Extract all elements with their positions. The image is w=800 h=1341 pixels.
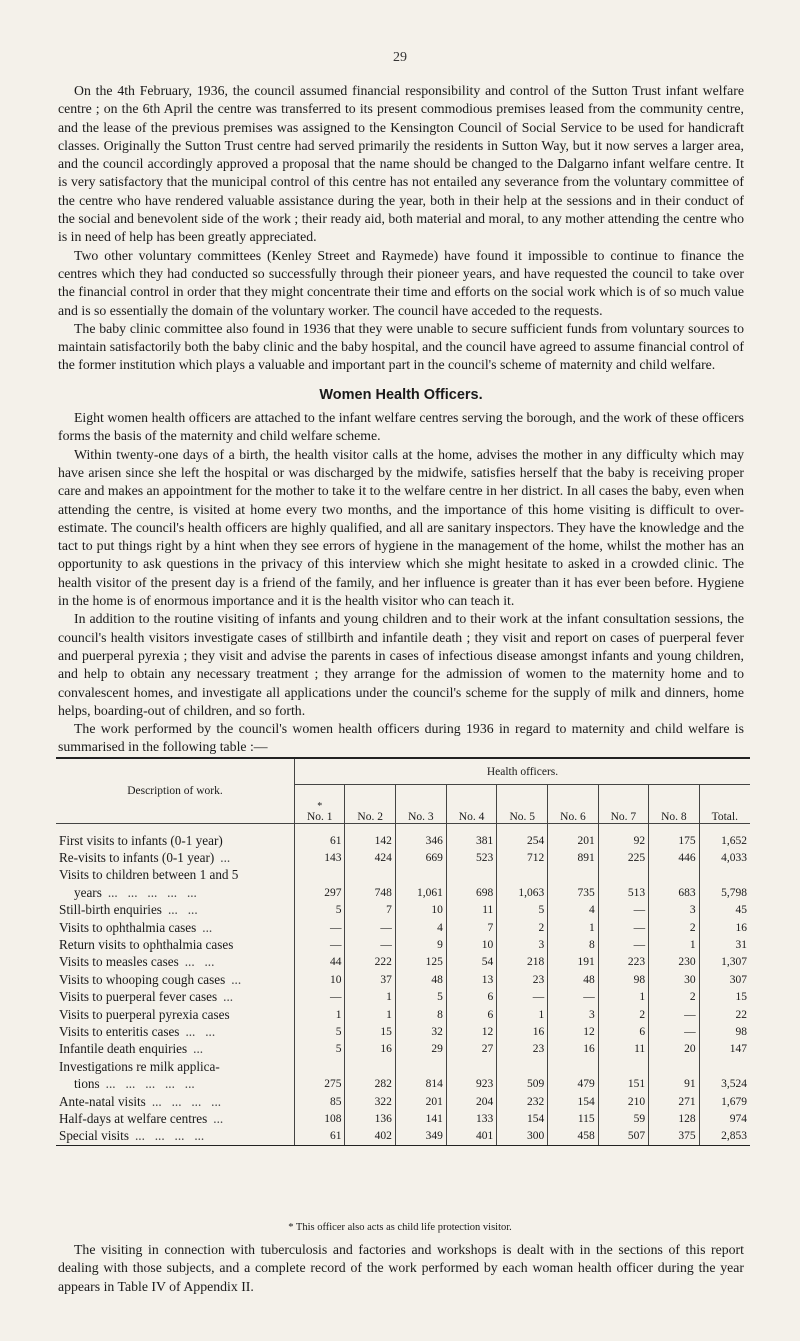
value-cell: 201 [395,1093,446,1110]
total-cell [699,1058,750,1075]
row-description [56,1006,295,1023]
value-cell: 108 [295,1110,345,1127]
value-cell: 683 [649,884,699,901]
total-cell: 1,307 [721,956,747,969]
value-cell [295,867,345,884]
value-cell: 479 [548,1075,598,1092]
table-row [56,1128,750,1146]
value-cell: 4 [395,919,446,936]
value-cell: 513 [598,884,648,901]
dot-leader: ... [193,1041,204,1057]
row-description [56,936,295,953]
value-cell: 2 [497,919,548,936]
row-label: Visits to enteritis cases [59,1023,180,1039]
column-header [699,785,750,824]
value-cell: 11 [446,902,496,919]
row-description [56,1110,295,1127]
value-cell [345,1058,395,1075]
value-cell: 923 [446,1075,496,1092]
total-cell: 2,853 [699,1128,750,1146]
table-row [56,1006,750,1023]
table-row [56,867,750,884]
table-row [56,919,750,936]
column-header [548,785,598,824]
value-cell: 523 [446,849,496,866]
total-cell: 5,798 [721,886,747,899]
value-cell: 271 [649,1093,699,1110]
value-cell: 23 [497,1041,548,1058]
value-cell: 2 [649,989,699,1006]
value-cell: 59 [598,1110,648,1127]
value-cell: 11 [598,1041,648,1058]
column-header [497,785,548,824]
value-cell: 3 [548,1006,598,1023]
dot-leader: ... ... [184,954,215,970]
value-cell: 2 [649,919,699,936]
value-cell [497,867,548,884]
value-cell: 4 [548,902,598,919]
value-cell: 712 [497,849,548,866]
value-cell: 297 [295,884,345,901]
value-cell: 282 [345,1075,395,1092]
value-cell: 154 [548,1093,598,1110]
work-summary-table [56,757,750,1146]
total-cell: 45 [735,904,747,917]
column-header [295,785,345,824]
value-cell [446,867,496,884]
value-cell: 509 [497,1075,548,1092]
value-cell [649,1058,699,1075]
column-header [395,785,446,824]
body-text [58,82,744,757]
value-cell: 133 [446,1110,496,1127]
value-cell [295,1058,345,1075]
value-cell: 6 [598,1023,648,1040]
value-cell: 1 [598,989,648,1006]
row-description [56,902,295,919]
table-row [56,832,750,849]
row-label: years [74,884,102,900]
value-cell: 44 [295,954,345,971]
value-cell: 218 [497,954,548,971]
value-cell: 85 [295,1093,345,1110]
table-row [56,1041,750,1058]
value-cell: 201 [548,832,598,849]
value-cell: — [497,989,548,1006]
value-cell: 48 [548,971,598,988]
value-cell: 8 [395,1006,446,1023]
row-label: Visits to whooping cough cases [59,971,226,987]
value-cell: 12 [446,1023,496,1040]
value-cell: 16 [548,1041,598,1058]
value-cell: 5 [295,1041,345,1058]
row-label: Half-days at welfare centres [59,1110,208,1126]
row-label: Visits to measles cases [59,954,179,970]
row-label: Investigations re milk applica- [59,1058,220,1074]
value-cell: 54 [446,954,496,971]
row-description [56,1093,295,1110]
description-header: Description of work. [56,758,295,824]
value-cell: 225 [598,849,648,866]
row-label: Visits to children between 1 and 5 [59,867,239,883]
row-label: Visits to ophthalmia cases [59,919,197,935]
value-cell: 143 [295,849,345,866]
value-cell: 61 [295,832,345,849]
total-cell: 4,033 [721,852,747,865]
table-row [56,954,750,971]
row-label: Still-birth enquiries [59,902,162,918]
value-cell: 669 [395,849,446,866]
row-label: Ante-natal visits [59,1093,146,1109]
value-cell: 15 [345,1023,395,1040]
value-cell: 23 [497,971,548,988]
row-label: Visits to puerperal fever cases [59,989,218,1005]
value-cell: 6 [446,1006,496,1023]
table-row [56,902,750,919]
value-cell: — [649,1006,699,1023]
paragraph: In addition to the routine visiting of infants and young children and to their work at the infant consultation sessions, the council's health visitors investigate cases of stillbirth and infantile death ; they visit and report on cases of puerperal fever and puerperal pyrexia ; they visit and advise the parents in cases of infectious disease amongst infants and young children, and help to obtain any necessary treatment ; they arrange for the admission of women to the maternity home and to convalescent homes, and investigate all applications under the council's scheme for the supply of milk and dinners, home helps, boarding-out of children, and so forth. [58,611,744,718]
value-cell: 27 [446,1041,496,1058]
dot-leader: ... ... [185,1023,216,1039]
column-header-label: No. 8 [661,811,687,823]
value-cell: 142 [345,832,395,849]
value-cell: 254 [497,832,548,849]
row-description [56,1128,295,1146]
dot-leader: ... ... [167,902,198,918]
total-cell [699,867,750,884]
value-cell: 5 [497,902,548,919]
value-cell: 1 [295,1006,345,1023]
value-cell: 375 [649,1128,699,1146]
table-row [56,989,750,1006]
row-label: Return visits to ophthalmia cases [59,937,234,953]
row-label: First visits to infants (0-1 year) [59,832,223,848]
column-header-label: No. 3 [408,811,434,823]
total-cell: 31 [735,939,747,952]
value-cell: 300 [497,1128,548,1146]
value-cell [446,1058,496,1075]
value-cell: 814 [395,1075,446,1092]
value-cell: 232 [497,1093,548,1110]
value-cell: 1,063 [497,884,548,901]
total-cell: 147 [729,1043,747,1056]
row-description [56,849,295,866]
total-cell: 98 [735,1025,747,1038]
value-cell: 175 [649,832,699,849]
value-cell: — [598,902,648,919]
column-header-label: No. 1 [306,811,333,823]
dot-leader: ... [231,971,242,987]
value-cell: 8 [548,936,598,953]
column-header-label: No. 2 [357,811,383,823]
value-cell: 1 [548,919,598,936]
dot-leader: ... ... ... ... [151,1093,222,1109]
value-cell: 1 [345,989,395,1006]
value-cell: — [295,919,345,936]
value-cell: 10 [295,971,345,988]
value-cell: 349 [395,1128,446,1146]
value-cell: — [345,936,395,953]
row-label: Infantile death enquiries [59,1041,188,1057]
value-cell: 9 [395,936,446,953]
table-row [56,1110,750,1127]
row-description [56,989,295,1006]
value-cell: 402 [345,1128,395,1146]
value-cell [345,867,395,884]
total-cell: 1,679 [721,1095,747,1108]
dot-leader: ... [223,989,234,1005]
value-cell: 5 [295,902,345,919]
value-cell: 210 [598,1093,648,1110]
value-cell: 48 [395,971,446,988]
value-cell: 29 [395,1041,446,1058]
value-cell: 191 [548,954,598,971]
paragraph: The visiting in connection with tuberculosis and factories and workshops is dealt with in the sections of this report dealing with those subjects, and a complete record of the work performed by each woman health officer during the year appears in Table IV of Appendix II. [58,1242,744,1294]
value-cell [548,867,598,884]
value-cell: 1 [345,1006,395,1023]
value-cell: 1 [649,936,699,953]
footnote-marker: * [317,801,323,812]
column-header [649,785,699,824]
value-cell: — [295,936,345,953]
column-header [446,785,496,824]
paragraph: The baby clinic committee also found in 1936 that they were unable to secure sufficient funds from voluntary sources to maintain satisfactorily both the baby clinic and the baby hospital, and the council have agreed to assume financial control of the former institution which plays a valuable and important part in the council's scheme of maternity and child welfare. [58,320,744,373]
value-cell: 7 [446,919,496,936]
value-cell: 6 [446,989,496,1006]
row-label: tions [74,1076,100,1092]
value-cell: 37 [345,971,395,988]
column-header [598,785,648,824]
value-cell: 61 [295,1128,345,1146]
value-cell: 5 [295,1023,345,1040]
value-cell: 128 [649,1110,699,1127]
row-description [56,954,295,971]
value-cell: 12 [548,1023,598,1040]
row-description [56,1058,295,1075]
value-cell: 735 [548,884,598,901]
row-description [56,1075,295,1092]
value-cell: 748 [345,884,395,901]
column-header [345,785,395,824]
total-cell: 16 [735,921,747,934]
dot-leader: ... [202,919,213,935]
row-description [56,867,295,884]
value-cell: — [649,1023,699,1040]
value-cell: 115 [548,1110,598,1127]
table-footnote: * This officer also acts as child life protection visitor. [288,1222,512,1233]
dot-leader: ... [220,850,231,866]
column-header-label: No. 4 [458,811,485,823]
total-cell: 3,524 [721,1078,747,1091]
value-cell [649,867,699,884]
value-cell: — [598,919,648,936]
value-cell: 2 [598,1006,648,1023]
value-cell: 20 [649,1041,699,1058]
dot-leader: ... ... ... ... ... [105,1076,195,1092]
value-cell: 204 [446,1093,496,1110]
row-description [56,832,295,849]
dot-leader: ... [213,1110,224,1126]
paragraph: On the 4th February, 1936, the council assumed financial responsibility and control of the Sutton Trust infant welfare centre ; on the 6th April the centre was transferred to its present commodious premises leased from the community centre, and the lease of the previous premises was assigned to the Kensington Council of Social Service to be used for handicraft classes. Originally the Sutton Trust centre had served primarily the residents in Sutton Way, but it now serves a larger area, and the council accordingly approved a proposal that the name should be changed to the Dalgarno infant welfare centre. It is very satisfactory that the municipal control of this centre has not entailed any severance from the voluntary committee of the centre who have rendered valuable assistance during the year, both in their help at the sessions and in their conduct of the social and benevolent side of the work ; their ready aid, both material and moral, to any mother attending the centre who is in need of help has been greatly appreciated. [58,83,744,245]
value-cell: 141 [395,1110,446,1127]
total-cell: 1,652 [721,834,747,847]
value-cell: — [598,936,648,953]
value-cell: 154 [497,1110,548,1127]
closing-text [58,1241,744,1296]
value-cell [598,1058,648,1075]
value-cell: 92 [598,832,648,849]
value-cell [497,1058,548,1075]
row-description [56,884,295,901]
value-cell: 32 [395,1023,446,1040]
row-label: Visits to puerperal pyrexia cases [59,1006,230,1022]
value-cell: 424 [345,849,395,866]
table-row [56,849,750,866]
table-row [56,1023,750,1040]
value-cell [548,1058,598,1075]
value-cell: 891 [548,849,598,866]
section-heading: Women Health Officers. [319,386,483,403]
total-cell: 22 [735,1008,747,1021]
row-description [56,971,295,988]
value-cell: 5 [395,989,446,1006]
table-spacer [56,824,750,833]
value-cell: 222 [345,954,395,971]
value-cell [598,867,648,884]
paragraph: The work performed by the council's women health officers during 1936 in regard to maternity and child welfare is summarised in the following table :— [58,721,744,755]
value-cell: 446 [649,849,699,866]
column-header-label: No. 7 [610,811,637,823]
value-cell [395,1058,446,1075]
paragraph: Eight women health officers are attached to the infant welfare centres serving the borough, and the work of these officers forms the basis of the maternity and child welfare scheme. [58,410,744,444]
value-cell: 698 [446,884,496,901]
table-row [56,1093,750,1110]
table-row [56,1075,750,1092]
row-description [56,1023,295,1040]
value-cell: 13 [446,971,496,988]
health-officers-header: Health officers. [295,758,751,785]
dot-leader: ... ... ... ... [134,1128,205,1144]
value-cell: 322 [345,1093,395,1110]
value-cell: 507 [598,1128,648,1146]
value-cell: 10 [395,902,446,919]
value-cell: — [548,989,598,1006]
page-number: 29 [393,50,407,65]
column-header-label: No. 5 [509,811,536,823]
row-label: Special visits [59,1128,129,1144]
value-cell [395,867,446,884]
value-cell: 16 [345,1041,395,1058]
value-cell: 10 [446,936,496,953]
value-cell: 3 [649,902,699,919]
paragraph: Two other voluntary committees (Kenley Street and Raymede) have found it impossible to continue to finance the centres which they had conducted so successfully through their pioneer years, and have requested the council to take over the financial control in order that they might concentrate their time and efforts on the social work which is of so much value and is so essentially the domain of the voluntary worker. The council have acceded to the requests. [58,247,744,318]
value-cell: 230 [649,954,699,971]
column-header-label: Total. [711,811,738,823]
total-cell: 307 [729,973,747,986]
value-cell: 1 [497,1006,548,1023]
row-description [56,919,295,936]
value-cell: 7 [345,902,395,919]
table-row [56,884,750,901]
value-cell: 346 [395,832,446,849]
value-cell: 458 [548,1128,598,1146]
value-cell: — [295,989,345,1006]
dot-leader: ... ... ... ... ... [107,884,197,900]
paragraph: Within twenty-one days of a birth, the health visitor calls at the home, advises the mother in any difficulty which may have arisen since she left the hospital or was discharged by the midwife, satisfies herself that the baby is receiving proper care and makes an appointment for the mother to take it to the welfare centre in her district. In all cases the baby, even when attending the centre, is visited at home every two months, and the importance of this home visiting is difficult to over-estimate. The council's health officers are highly qualified, and all are sanitary inspectors. They have the knowledge and the tact to put things right by a hint when they see errors of hygiene in the management of the home, whilst the mother has an opportunity to ask questions in the privacy of this interview which she might hesitate to asked in a crowded clinic. The health visitor of the present day is a friend of the family, and her influence is greater than it has ever been before. Hygiene in the home is of enormous importance and it is the health visitor who can teach it. [58,446,744,609]
value-cell: 151 [598,1075,648,1092]
table-row [56,971,750,988]
value-cell: 381 [446,832,496,849]
value-cell: 91 [649,1075,699,1092]
row-label: Re-visits to infants (0-1 year) [59,850,215,866]
total-cell: 974 [729,1112,747,1125]
value-cell: 3 [497,936,548,953]
total-cell: 15 [735,991,747,1004]
value-cell: 125 [395,954,446,971]
value-cell: 30 [649,971,699,988]
value-cell: 16 [497,1023,548,1040]
value-cell: 275 [295,1075,345,1092]
value-cell: 136 [345,1110,395,1127]
column-header-label: No. 6 [560,811,586,823]
table-row [56,936,750,953]
value-cell: 401 [446,1128,496,1146]
value-cell: 223 [598,954,648,971]
table-row [56,1058,750,1075]
row-description [56,1041,295,1058]
value-cell: — [345,919,395,936]
value-cell: 98 [598,971,648,988]
value-cell: 1,061 [395,884,446,901]
